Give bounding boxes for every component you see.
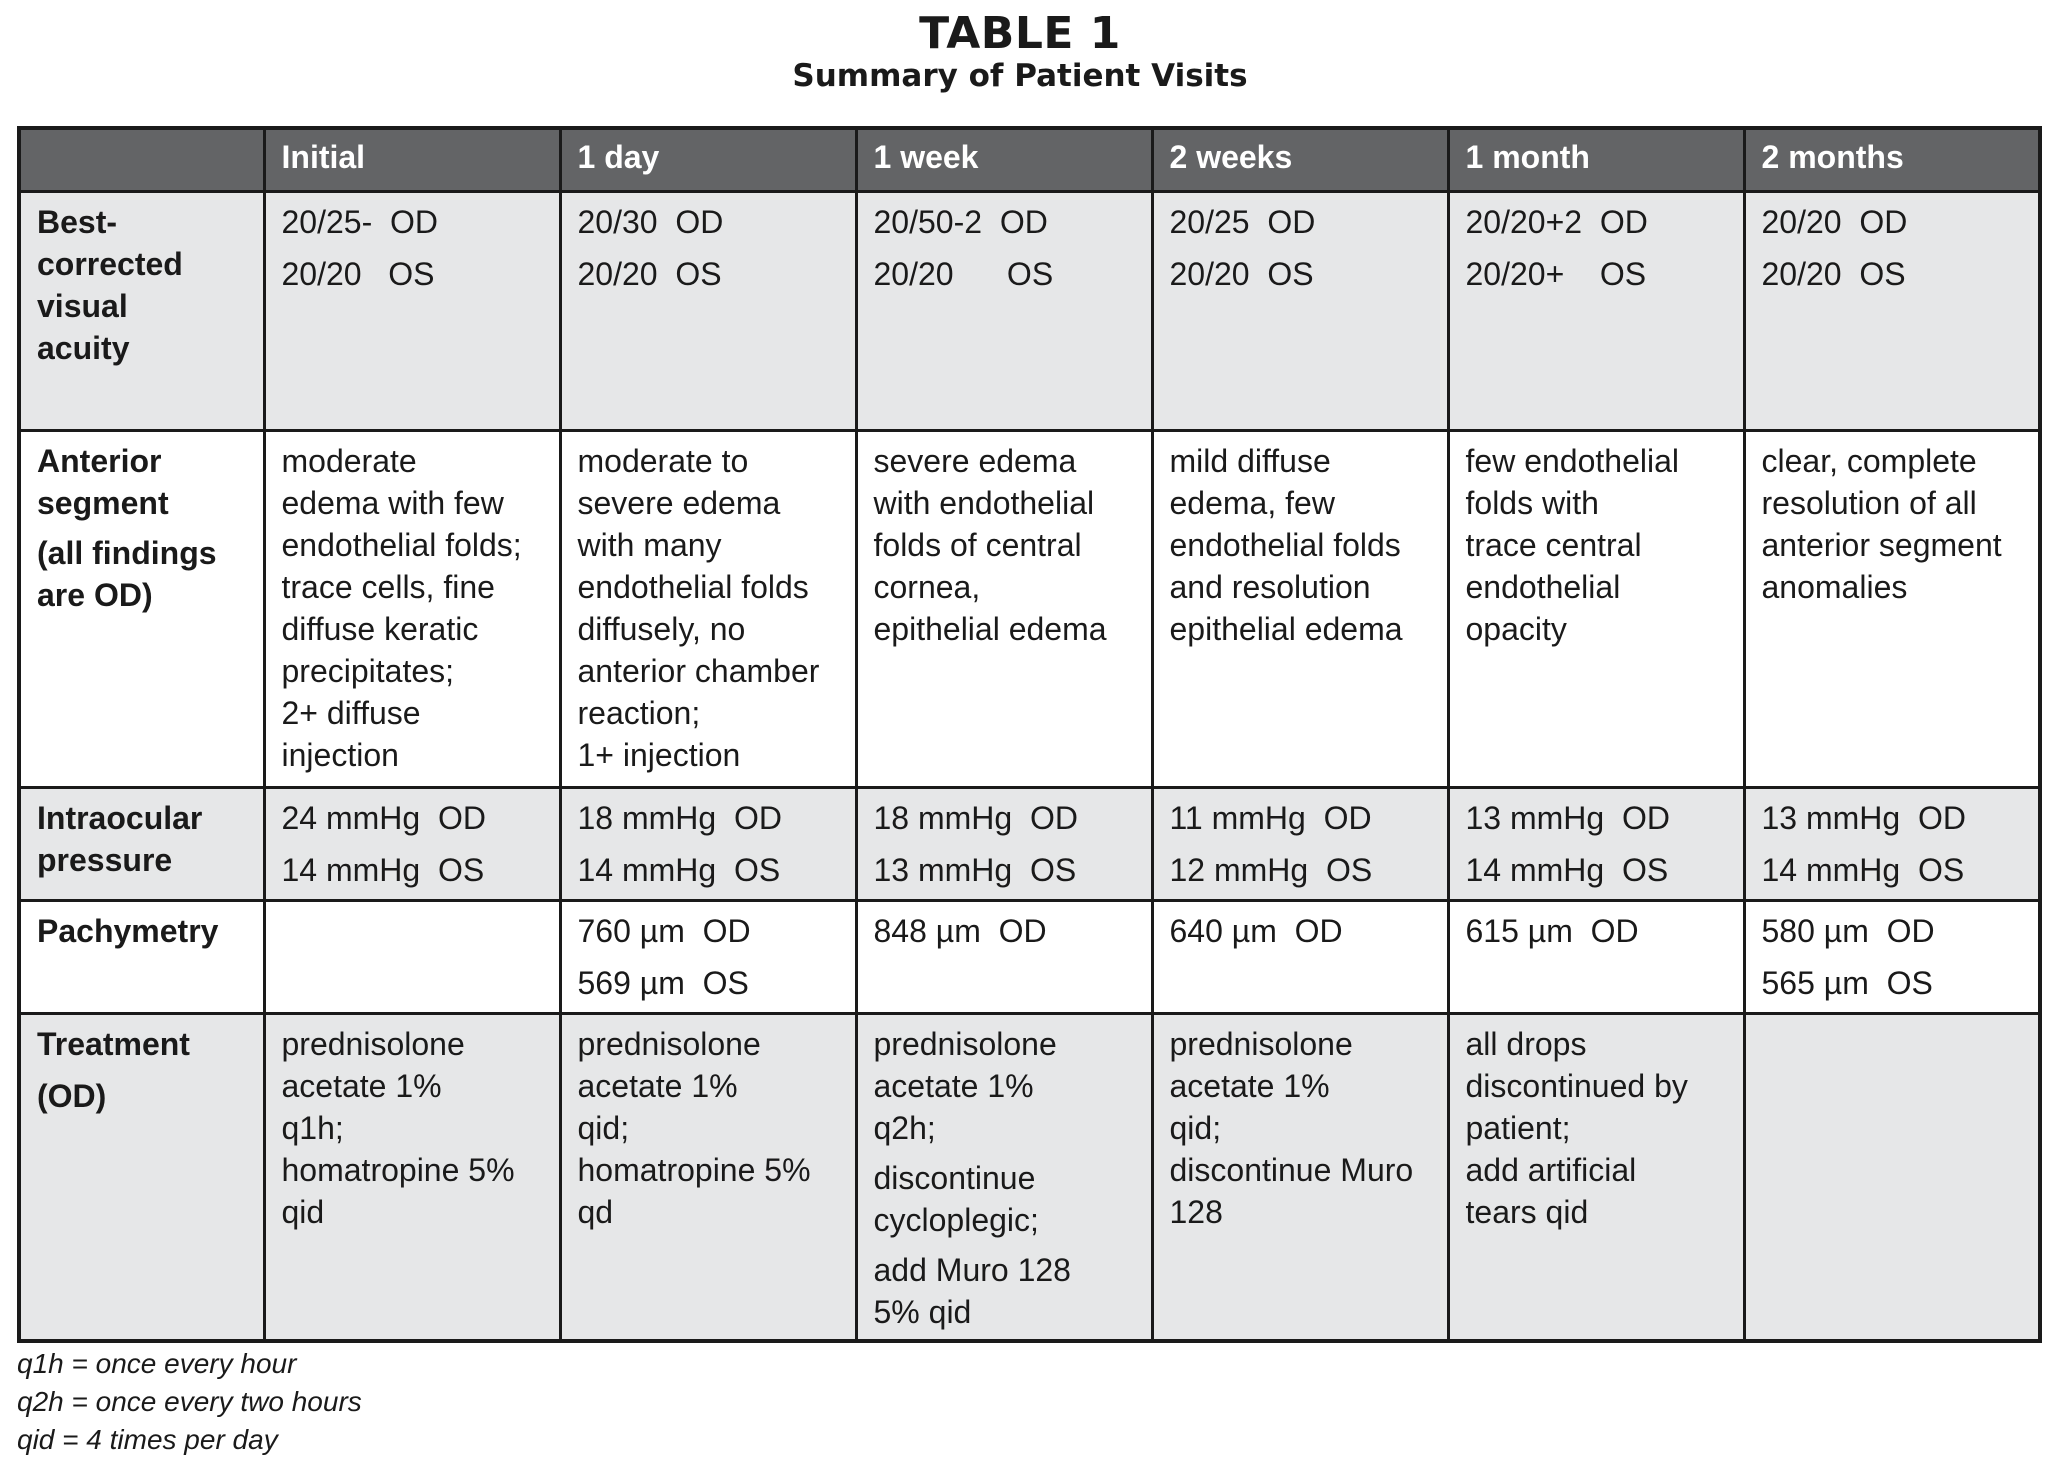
cell-anterior-1-week [856,431,1152,788]
cell-line: injection [281,737,399,773]
cell-line: folds of central [873,527,1082,563]
header-1-month: 1 month [1448,128,1744,192]
label-line: acuity [37,330,130,366]
label-line: corrected [37,246,183,282]
cell-line: add Muro 128 [873,1252,1071,1288]
row-label-anterior-segment [19,431,264,788]
cell-anterior-1-day [560,431,856,788]
cell-line: discontinued by [1465,1068,1688,1104]
cell-line: trace central [1465,527,1642,563]
cell-line: precipitates; [281,653,455,689]
cell-line: severe edema [873,443,1077,479]
cell-line: 13 mmHg OD [1465,800,1670,836]
cell-line: diffusely, no [577,611,746,647]
cell-treatment-1-week [856,1014,1152,1342]
footnote: q2h = once every two hours [17,1386,362,1417]
cell-line: 5% qid [873,1294,972,1330]
cell-line: acetate 1% [873,1068,1034,1104]
label-note-line: (all findings [37,535,217,571]
cell-line: 848 µm OD [873,913,1047,949]
cell-iop-2-weeks [1152,788,1448,901]
cell-line: tears qid [1465,1194,1589,1230]
row-pachymetry [19,901,2040,1014]
cell-line: 14 mmHg OS [577,852,781,888]
label-line: Intraocular [37,800,203,836]
cell-line: 20/20 OS [577,256,722,292]
cell-anterior-1-month [1448,431,1744,788]
cell-line: resolution of all [1761,485,1977,521]
label-line: (OD) [37,1078,107,1114]
cell-line: 615 µm OD [1465,913,1639,949]
cell-line: opacity [1465,611,1567,647]
cell-line: 13 mmHg OS [873,852,1077,888]
cell-line: qd [577,1194,614,1230]
cell-line: acetate 1% [1169,1068,1330,1104]
cell-line: endothelial folds [1169,527,1401,563]
header-corner [19,128,264,192]
row-intraocular-pressure [19,788,2040,901]
cell-line: 569 µm OS [577,965,749,1001]
cell-line: edema with few [281,485,504,521]
header-2-weeks: 2 weeks [1152,128,1448,192]
cell-line: moderate [281,443,417,479]
cell-line: endothelial [1465,569,1621,605]
cell-line: 2+ diffuse [281,695,421,731]
cell-line: 20/50-2 OD [873,204,1048,240]
cell-pachymetry-2-months [1744,901,2040,1014]
header-2-months: 2 months [1744,128,2040,192]
cell-line: prednisolone [873,1026,1057,1062]
cell-line: add artificial [1465,1152,1637,1188]
cell-line: 13 mmHg OD [1761,800,1966,836]
cell-visual-acuity-initial [264,192,560,431]
cell-line: 20/20+ OS [1465,256,1647,292]
cell-line: 18 mmHg OD [873,800,1078,836]
footnote: qid = 4 times per day [17,1424,278,1455]
cell-line: endothelial folds; [281,527,522,563]
row-label-intraocular-pressure [19,788,264,901]
cell-line: cornea, [873,569,981,605]
cell-line: diffuse keratic [281,611,479,647]
header-1-week: 1 week [856,128,1152,192]
patient-visits-table [17,126,2042,1343]
label-line: Anterior [37,443,162,479]
cell-line: 11 mmHg OD [1169,800,1372,836]
label-line: Best- [37,204,118,240]
cell-pachymetry-1-week [856,901,1152,1014]
cell-line: and resolution [1169,569,1371,605]
cell-line: 565 µm OS [1761,965,1933,1001]
cell-treatment-1-day [560,1014,856,1342]
cell-pachymetry-2-weeks [1152,901,1448,1014]
cell-line: epithelial edema [873,611,1107,647]
cell-treatment-2-months [1744,1014,2040,1342]
cell-line: epithelial edema [1169,611,1403,647]
row-treatment [19,1014,2040,1342]
cell-line: few endothelial [1465,443,1679,479]
header-1-day: 1 day [560,128,856,192]
label-line: visual [37,288,128,324]
cell-line: 580 µm OD [1761,913,1935,949]
cell-line: 14 mmHg OS [1761,852,1965,888]
cell-line: discontinue Muro [1169,1152,1414,1188]
cell-line: 128 [1169,1194,1223,1230]
cell-line: acetate 1% [281,1068,442,1104]
table-title: TABLE 1 [919,8,1121,59]
row-label-pachymetry [19,901,264,1014]
cell-line: 14 mmHg OS [1465,852,1669,888]
cell-line: cycloplegic; [873,1202,1039,1238]
cell-line: with many [577,527,722,563]
cell-line: prednisolone [577,1026,761,1062]
cell-line: clear, complete [1761,443,1977,479]
header-row [19,128,2040,192]
cell-line: edema, few [1169,485,1335,521]
table-subtitle: Summary of Patient Visits [792,58,1248,94]
cell-line: 20/25 OD [1169,204,1316,240]
row-label-treatment [19,1014,264,1342]
cell-line: homatropine 5% [577,1152,811,1188]
header-initial: Initial [264,128,560,192]
cell-line: qid; [577,1110,630,1146]
row-label-visual-acuity [19,192,264,431]
cell-line: 24 mmHg OD [281,800,486,836]
label-line: segment [37,485,169,521]
cell-line: prednisolone [1169,1026,1353,1062]
cell-line: 20/20 OD [1761,204,1908,240]
cell-line: acetate 1% [577,1068,738,1104]
label-line: Treatment [37,1026,190,1062]
cell-line: 20/20 OS [1761,256,1906,292]
cell-line: 20/20 OS [873,256,1054,292]
cell-line: anterior segment [1761,527,2002,563]
cell-line: 20/20 OS [1169,256,1314,292]
cell-line: patient; [1465,1110,1571,1146]
cell-line: 20/20 OS [281,256,435,292]
cell-line: anterior chamber [577,653,820,689]
cell-visual-acuity-1-week [856,192,1152,431]
cell-iop-1-month [1448,788,1744,901]
row-anterior-segment [19,431,2040,788]
cell-line: discontinue [873,1160,1036,1196]
cell-visual-acuity-1-day [560,192,856,431]
cell-line: 1+ injection [577,737,741,773]
cell-line: q2h; [873,1110,936,1146]
cell-iop-initial [264,788,560,901]
cell-line: trace cells, fine [281,569,495,605]
cell-pachymetry-1-month [1448,901,1744,1014]
footnotes [17,1345,362,1459]
cell-visual-acuity-2-months [1744,192,2040,431]
cell-line: endothelial folds [577,569,809,605]
row-visual-acuity [19,192,2040,431]
footnote: q1h = once every hour [17,1348,297,1379]
cell-line: 20/25- OD [281,204,439,240]
cell-line: moderate to [577,443,749,479]
cell-line: folds with [1465,485,1599,521]
cell-line: severe edema [577,485,781,521]
cell-treatment-initial [264,1014,560,1342]
label-note-line: are OD) [37,577,153,613]
cell-line: 18 mmHg OD [577,800,782,836]
cell-anterior-initial [264,431,560,788]
cell-pachymetry-initial [264,901,560,1014]
cell-visual-acuity-1-month [1448,192,1744,431]
cell-iop-2-months [1744,788,2040,901]
cell-treatment-1-month [1448,1014,1744,1342]
cell-line: 640 µm OD [1169,913,1343,949]
cell-line: all drops [1465,1026,1587,1062]
cell-anterior-2-months [1744,431,2040,788]
cell-visual-acuity-2-weeks [1152,192,1448,431]
cell-line: anomalies [1761,569,1908,605]
cell-iop-1-day [560,788,856,901]
cell-line: prednisolone [281,1026,465,1062]
cell-line: q1h; [281,1110,344,1146]
cell-line: 12 mmHg OS [1169,852,1373,888]
cell-line: qid; [1169,1110,1222,1146]
label-line: pressure [37,842,173,878]
cell-iop-1-week [856,788,1152,901]
cell-line: with endothelial [873,485,1095,521]
cell-line: 760 µm OD [577,913,751,949]
cell-line: 20/30 OD [577,204,724,240]
cell-line: 14 mmHg OS [281,852,485,888]
cell-anterior-2-weeks [1152,431,1448,788]
cell-line: homatropine 5% [281,1152,515,1188]
cell-line: qid [281,1194,325,1230]
cell-pachymetry-1-day [560,901,856,1014]
label-line: Pachymetry [37,913,219,949]
cell-treatment-2-weeks [1152,1014,1448,1342]
cell-line: 20/20+2 OD [1465,204,1648,240]
cell-line: mild diffuse [1169,443,1331,479]
cell-line: reaction; [577,695,701,731]
